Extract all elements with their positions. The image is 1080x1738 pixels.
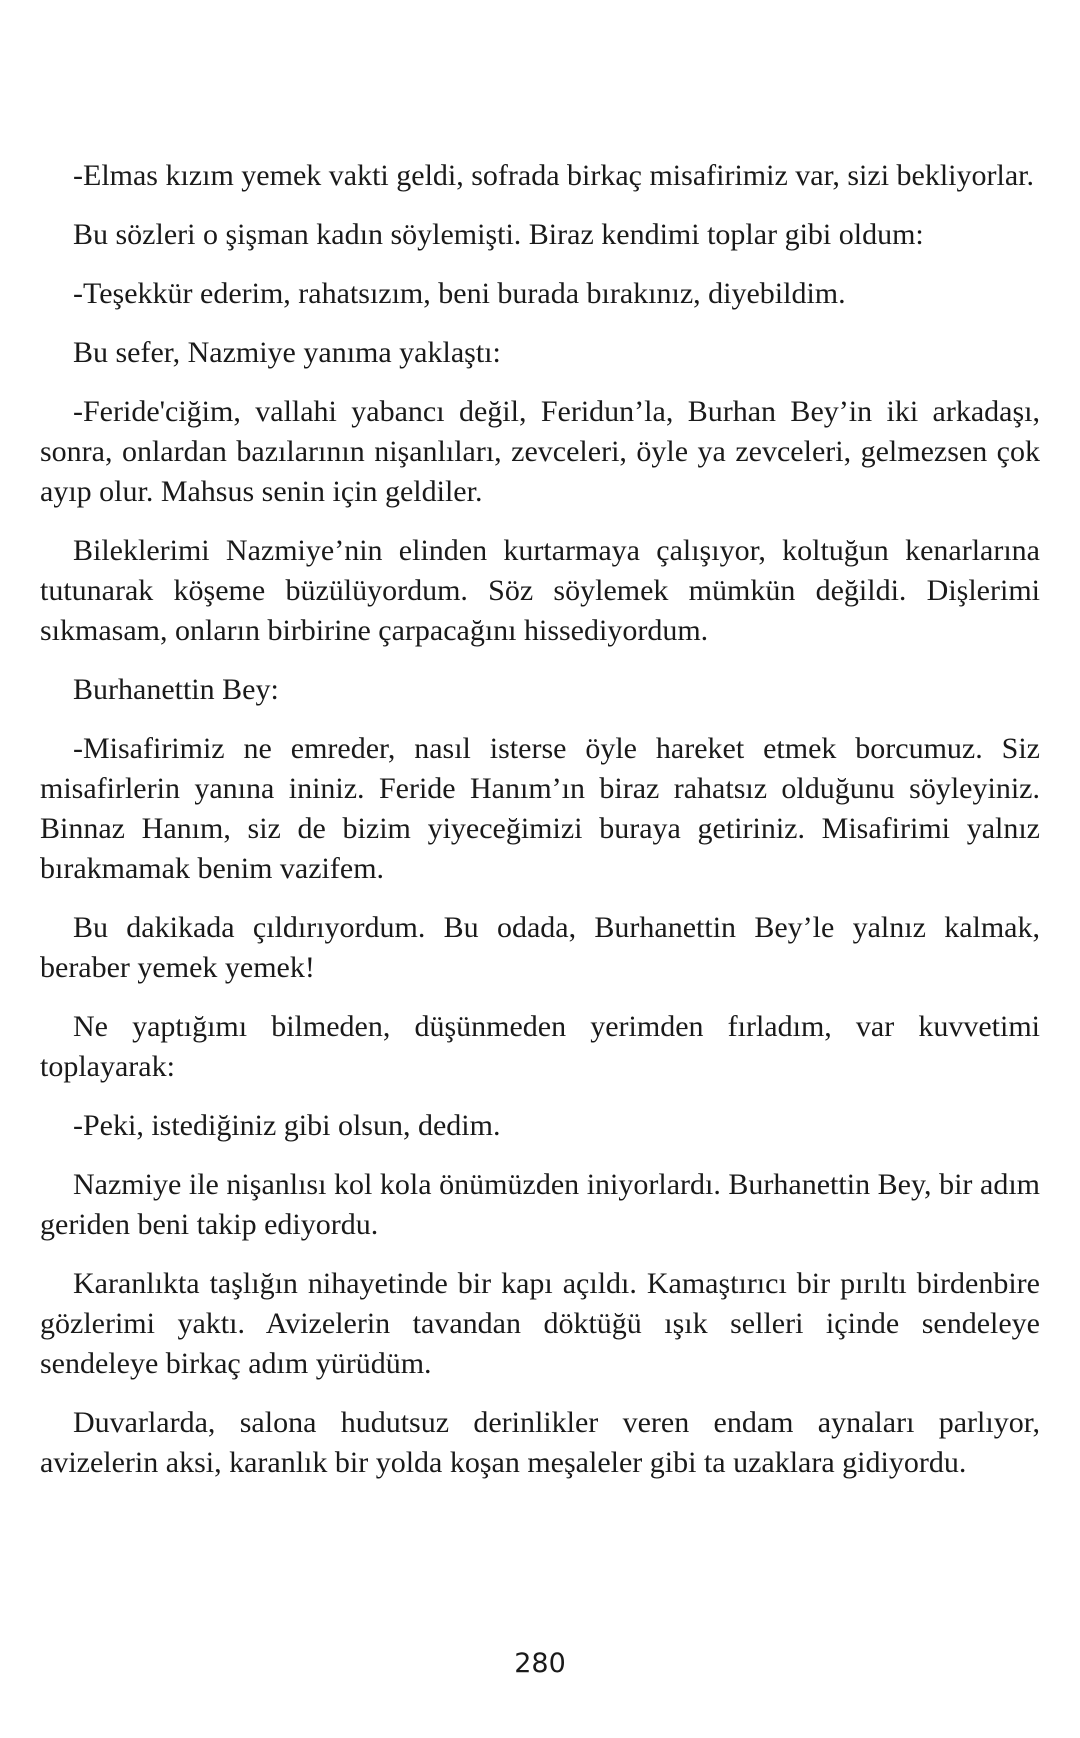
paragraph: -Peki, istediğiniz gibi olsun, dedim. [73,1109,501,1142]
paragraph: Bileklerimi Nazmiye’nin elinden kurtarmaya çalışıyor, koltuğun kenarlarına tutunarak köşeme büzülüyordum. Söz söylemek mümkün değildi. Dişlerimi sıkmasam, onların birbirine çarpacağını hissediyordum. [40,534,1040,647]
paragraph: -Teşekkür ederim, rahatsızım, beni burada bırakınız, diyebildim. [73,277,846,310]
paragraph: Karanlıkta taşlığın nihayetinde bir kapı açıldı. Kamaştırıcı bir pırıltı birdenbire gözlerimi yaktı. Avizelerin tavandan döktüğü ışık selleri içinde sendeleye sendeleye birkaç adım yürüdüm. [40,1267,1040,1380]
paragraph: Nazmiye ile nişanlısı kol kola önümüzden iniyorlardı. Burhanettin Bey, bir adım geriden beni takip ediyordu. [40,1168,1040,1241]
paragraph: -Elmas kızım yemek vakti geldi, sofrada birkaç misafirimiz var, sizi bekliyorlar. [73,159,1034,192]
paragraph: Duvarlarda, salona hudutsuz derinlikler veren endam aynaları parlıyor, avizelerin aksi, karanlık bir yolda koşan meşaleler gibi ta uzaklara gidiyordu. [40,1406,1040,1479]
paragraph: Burhanettin Bey: [73,673,279,706]
page-body [40,156,1040,1502]
page-number: 280 [514,1648,566,1679]
paragraph: Ne yaptığımı bilmeden, düşünmeden yerimden fırladım, var kuvvetimi toplayarak: [40,1010,1040,1083]
paragraph: -Feride'ciğim, vallahi yabancı değil, Feridun’la, Burhan Bey’in iki arkadaşı, sonra, onlardan bazılarının nişanlıları, zevceleri, öyle ya zevceleri, gelmezsen çok ayıp olur. Mahsus senin için geldiler. [40,395,1040,508]
paragraph: Bu dakikada çıldırıyordum. Bu odada, Burhanettin Bey’le yalnız kalmak, beraber yemek yemek! [40,911,1040,984]
paragraph: Bu sefer, Nazmiye yanıma yaklaştı: [73,336,501,369]
paragraph: Bu sözleri o şişman kadın söylemişti. Biraz kendimi toplar gibi oldum: [73,218,924,251]
paragraph: -Misafirimiz ne emreder, nasıl isterse öyle hareket etmek borcumuz. Siz misafirlerin yanına ininiz. Feride Hanım’ın biraz rahatsız olduğunu söyleyiniz. Binnaz Hanım, siz de bizim yiyeceğimizi buraya getiriniz. Misafirimi yalnız bırakmamak benim vazifem. [40,732,1040,885]
